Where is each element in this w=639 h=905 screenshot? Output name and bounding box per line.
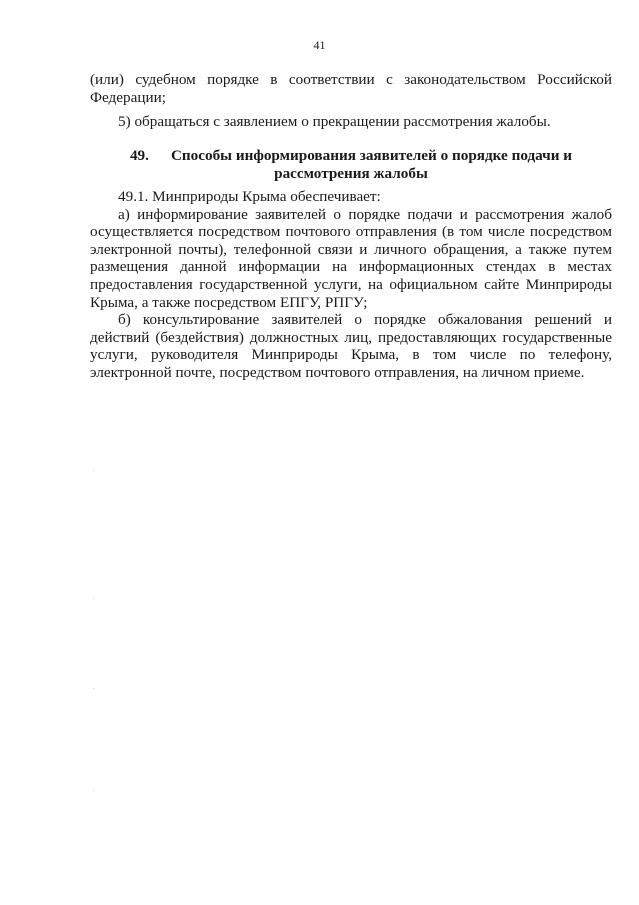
section-body (90, 188, 612, 382)
section-heading (90, 147, 612, 182)
section-title: Способы информирования заявителей о порядке подачи и рассмотрения жалобы (170, 147, 573, 182)
section-item-b: б) консультирование заявителей о порядке обжалования решений и действий (бездействия) должностных лиц, предоставляющих государственные услуги, руководителя Минприроды Крыма, в том числе по телефону, электронной почте, посредством почтового отправления, на личном приеме. (90, 311, 612, 381)
scan-speck (93, 790, 94, 791)
paragraph-item-5: 5) обращаться с заявлением о прекращении рассмотрения жалобы. (118, 113, 551, 130)
scan-speck (93, 688, 94, 689)
page-number: 41 (313, 38, 326, 52)
paragraph-continuation: (или) судебном порядке в соответствии с законодательством Российской Федерации; (90, 71, 612, 106)
scan-speck (93, 598, 94, 599)
scan-speck (93, 470, 94, 471)
section-item-a: а) информирование заявителей о порядке подачи и рассмотрения жалоб осуществляется посредством почтового отправления (в том числе посредством электронной почты), телефонной связи и личного обращения, а также путем размещения данной информации на информационных стендах в местах предоставления государственной услуги, на официальном сайте Минприроды Крыма, а также посредством ЕПГУ, РПГУ; (90, 205, 612, 311)
section-intro: 49.1. Минприроды Крыма обеспечивает: (118, 188, 381, 205)
section-number: 49. (129, 147, 149, 164)
